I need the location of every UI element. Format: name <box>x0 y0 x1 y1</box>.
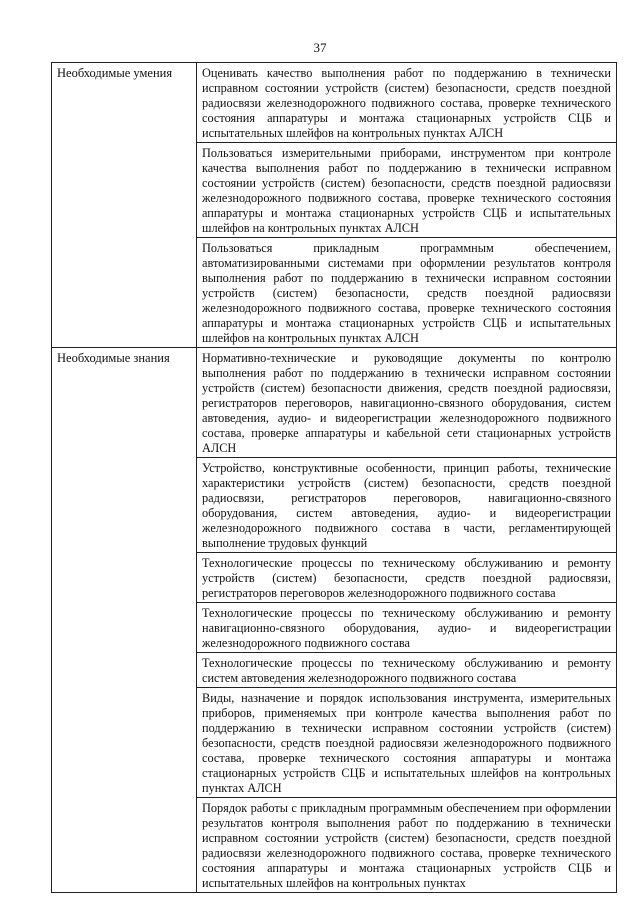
knowledge-item: Технологические процессы по техническому обслуживанию и ремонту систем автоведения железнодорожного подвижного состава <box>197 653 617 688</box>
skill-item: Оценивать качество выполнения работ по поддержанию в технически исправном состоянии устройств (систем) безопасности, средств поездной радиосвязи железнодорожного подвижного состава, проверке технического состояния аппаратуры и монтажа стационарных устройств СЦБ и испытательных шлейфов на контрольных пунктах АЛСН <box>197 63 617 143</box>
knowledge-item: Технологические процессы по техническому обслуживанию и ремонту навигационно-связного оборудования, аудио- и видеорегистрации железнодорожного подвижного состава <box>197 603 617 653</box>
knowledge-heading: Необходимые знания <box>52 348 197 893</box>
knowledge-item: Порядок работы с прикладным программным обеспечением при оформлении результатов контроля выполнения работ по поддержанию в технически исправном состоянии устройств (систем) безопасности, средств поездной радиосвязи железнодорожного подвижного состава, проверке технического состояния аппаратуры и монтажа стационарных устройств СЦБ и испытательных шлейфов на контрольных пунктах <box>197 798 617 893</box>
knowledge-item: Нормативно-технические и руководящие документы по контролю выполнения работ по поддержанию в технически исправном состоянии устройств (систем) безопасности движения, средств поездной радиосвязи, регистраторов переговоров, навигационно-связного оборудования, систем автоведения, аудио- и видеорегистрации железнодорожного подвижного состава, проверке аппаратуры и кабельной сети стационарных устройств АЛСН <box>197 348 617 458</box>
skills-heading: Необходимые умения <box>52 63 197 348</box>
knowledge-item: Виды, назначение и порядок использования инструмента, измерительных приборов, применяемых при контроле качества выполнения работ по поддержанию в технически исправном состоянии устройств (систем) безопасности, средств поездной радиосвязи железнодорожного подвижного состава, проверке технического состояния аппаратуры и монтажа стационарных устройств СЦБ и испытательных шлейфов на контрольных пунктах АЛСН <box>197 688 617 798</box>
knowledge-item: Устройство, конструктивные особенности, принцип работы, технические характеристики устройств (систем) безопасности, средств поездной радиосвязи, регистраторов переговоров, навигационно-связного оборудования, систем автоведения, аудио- и видеорегистрации железнодорожного подвижного состава в части, регламентирующей выполнение трудовых функций <box>197 458 617 553</box>
skill-item: Пользоваться прикладным программным обеспечением, автоматизированными системами при оформлении результатов контроля выполнения работ по поддержанию в технически исправном состоянии устройств (систем) безопасности, средств поездной радиосвязи железнодорожного подвижного состава, проверке технического состояния аппаратуры и монтажа стационарных устройств СЦБ и испытательных шлейфов на контрольных пунктах АЛСН <box>197 238 617 348</box>
requirements-table <box>51 62 617 893</box>
page-number: 37 <box>313 40 327 55</box>
table-row <box>52 63 617 143</box>
knowledge-item: Технологические процессы по техническому обслуживанию и ремонту устройств (систем) безопасности, средств поездной радиосвязи, регистраторов переговоров железнодорожного подвижного состава <box>197 553 617 603</box>
skill-item: Пользоваться измерительными приборами, инструментом при контроле качества выполнения работ по поддержанию в технически исправном состоянии устройств (систем) безопасности, средств поездной радиосвязи железнодорожного подвижного состава, проверке технического состояния аппаратуры и монтажа стационарных устройств СЦБ и испытательных шлейфов на контрольных пунктах АЛСН <box>197 143 617 238</box>
table-row <box>52 348 617 458</box>
